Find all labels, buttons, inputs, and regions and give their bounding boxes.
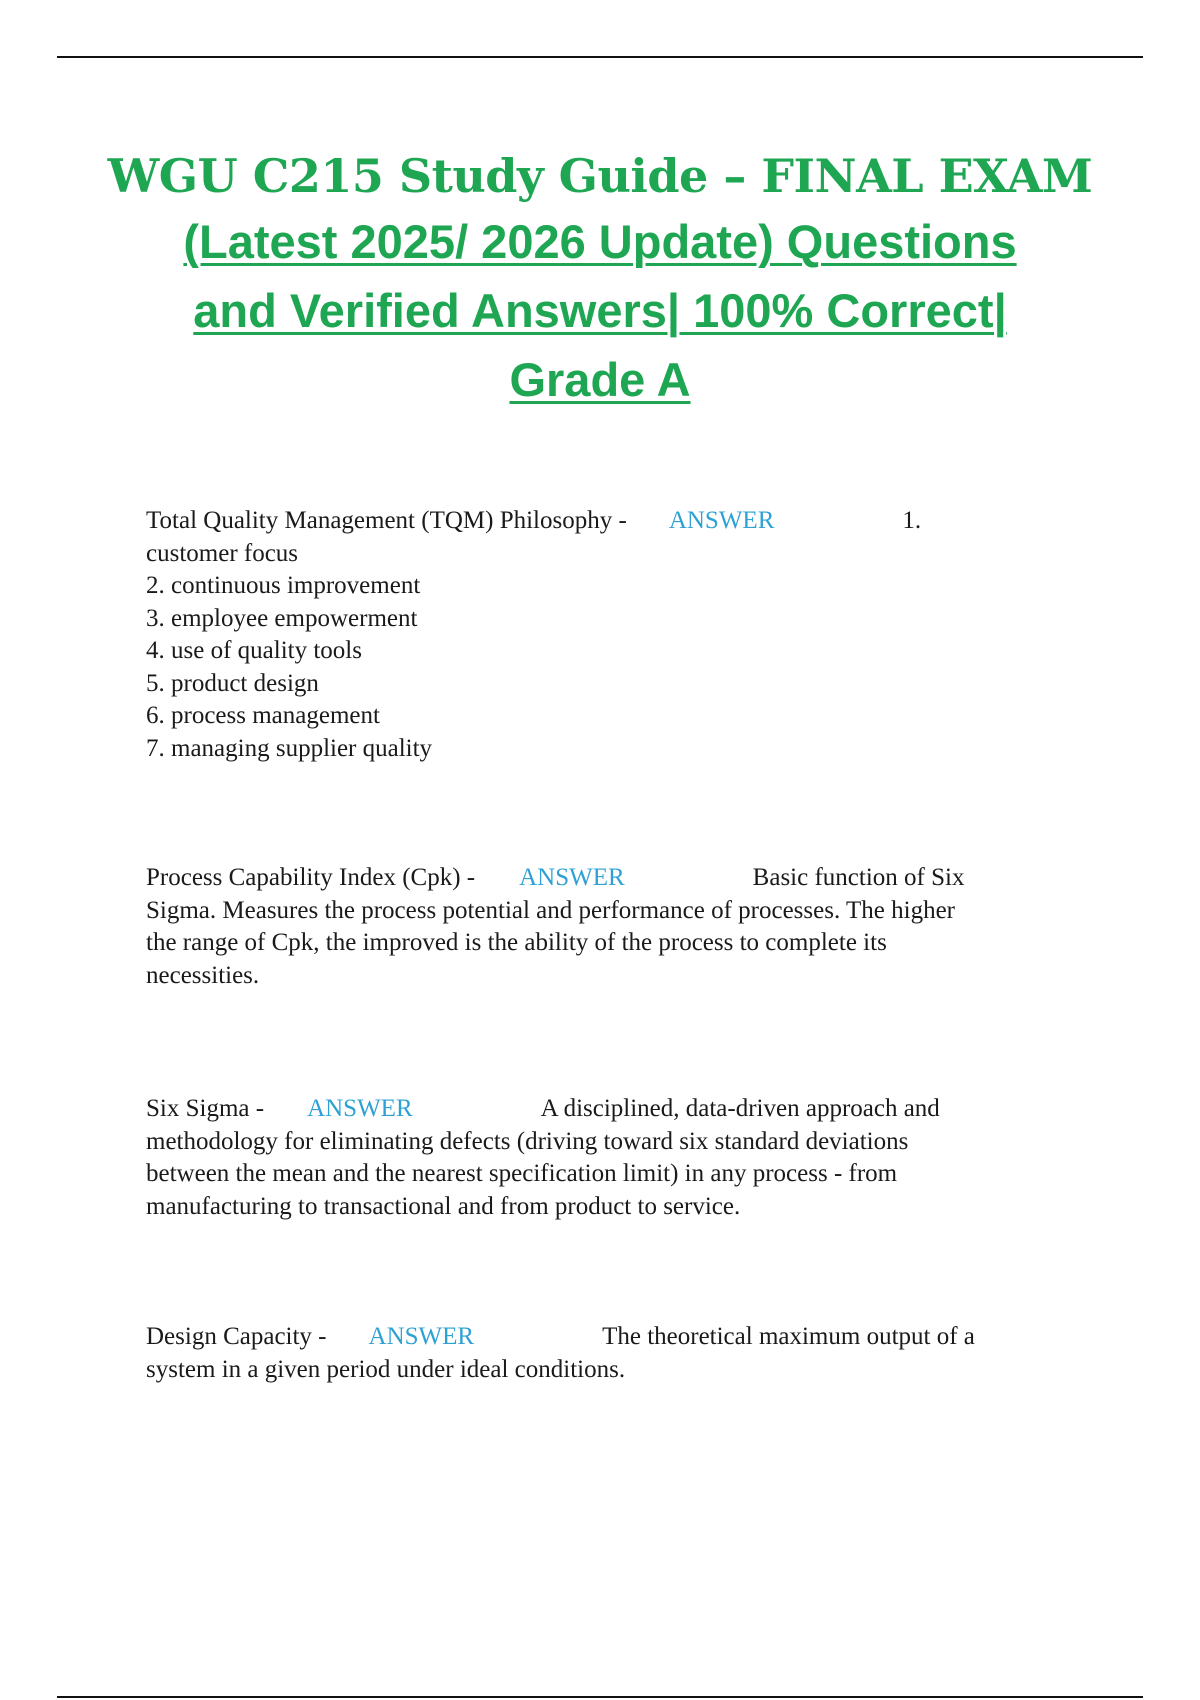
- question-term: Six Sigma -: [146, 1095, 265, 1122]
- answer-line: 5. product design: [146, 669, 319, 697]
- answer-first-line: Basic function of Six: [752, 864, 965, 891]
- title-subline: (Latest 2025/ 2026 Update) Questions and Verified Answers| 100% Correct| Grade A: [183, 215, 1017, 406]
- qa-entry-tqm: [146, 505, 1076, 765]
- answer-label: ANSWER: [668, 507, 775, 534]
- answer-line: 6. process management: [146, 702, 380, 729]
- answer-first-line: The theoretical maximum output of a: [602, 1323, 975, 1350]
- answer-line: system in a given period under ideal conditions.: [146, 1355, 626, 1383]
- answer-line: manufacturing to transactional and from product to service.: [146, 1192, 741, 1220]
- answer-first-line: A disciplined, data-driven approach and: [540, 1095, 940, 1122]
- qa-entry-design-capacity: [146, 1321, 1076, 1386]
- answer-line: Sigma. Measures the process potential and performance of processes. The higher: [146, 896, 955, 924]
- question-term: Total Quality Management (TQM) Philosophy -: [146, 507, 627, 534]
- qa-entry-six-sigma: [146, 1093, 1076, 1223]
- answer-line: 3. employee empowerment: [146, 604, 418, 632]
- answer-line: methodology for eliminating defects (driving toward six standard deviations: [146, 1127, 909, 1155]
- answer-label: ANSWER: [307, 1095, 413, 1122]
- answer-label: ANSWER: [368, 1323, 475, 1350]
- answer-line: 4. use of quality tools: [146, 637, 362, 664]
- answer-line: customer focus: [146, 539, 299, 567]
- qa-entry-cpk: [146, 862, 1076, 992]
- question-term: Design Capacity -: [146, 1323, 327, 1350]
- answer-first-line: 1.: [902, 507, 922, 534]
- answer-line: between the mean and the nearest specification limit) in any process - from: [146, 1160, 898, 1187]
- answer-line: 2. continuous improvement: [146, 572, 421, 599]
- question-term: Process Capability Index (Cpk) -: [146, 864, 476, 891]
- title-line-1: WGU C215 Study Guide – FINAL EXAM: [107, 149, 1093, 203]
- answer-line: necessities.: [146, 961, 260, 989]
- document-title: [100, 145, 1100, 414]
- answer-line: 7. managing supplier quality: [146, 734, 433, 762]
- answer-label: ANSWER: [519, 864, 625, 891]
- footer-rule: [57, 1696, 1143, 1698]
- header-rule: [57, 56, 1143, 58]
- answer-line: the range of Cpk, the improved is the ability of the process to complete its: [146, 929, 887, 956]
